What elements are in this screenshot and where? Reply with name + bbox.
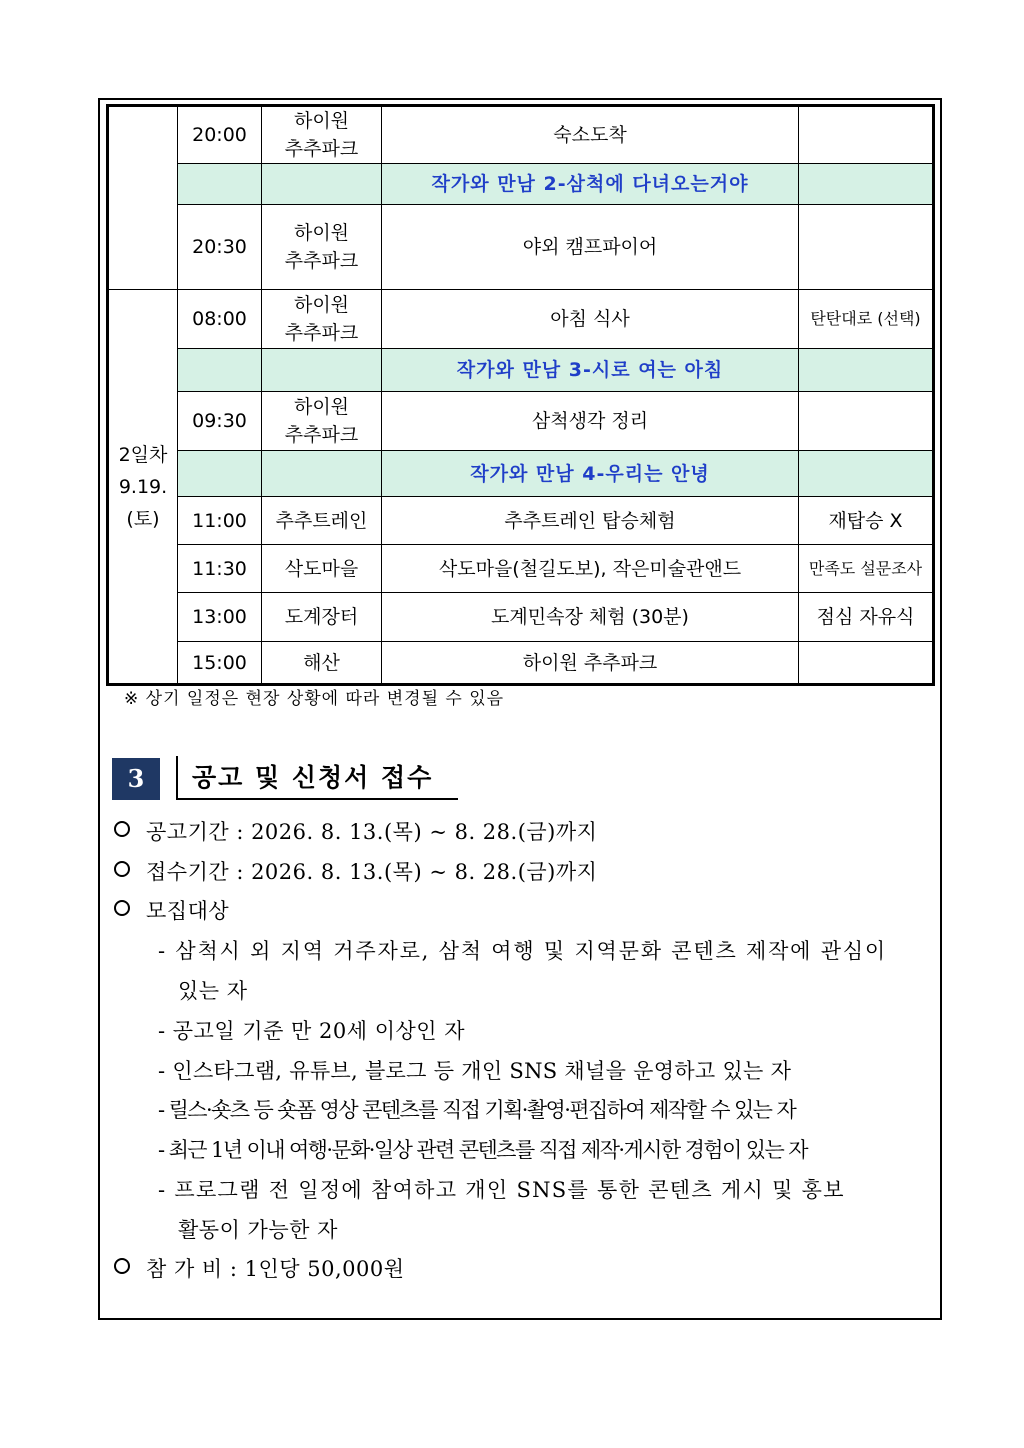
activity-cell: 도계민속장 체험 (30분) — [382, 593, 799, 642]
time-cell: 11:00 — [178, 497, 262, 545]
section-title: 공고 및 신청서 접수 — [176, 756, 458, 800]
time-cell: 13:00 — [178, 593, 262, 642]
target-line: - 릴스·숏츠 등 숏폼 영상 콘텐츠를 직접 기획·촬영·편집하여 제작할 수 있는 자 — [158, 1098, 796, 1122]
activity-cell: 하이원 추추파크 — [382, 642, 799, 685]
circle-bullet-icon — [114, 1258, 130, 1274]
remark-cell — [799, 392, 934, 451]
table-row — [108, 349, 934, 392]
activity-cell: 삭도마을(철길도보), 작은미술관앤드 — [382, 545, 799, 593]
target-line: 있는 자 — [178, 979, 248, 1003]
place-cell: 하이원 추추파크 — [262, 290, 382, 349]
fee-item: 참 가 비 : 1인당 50,000원 — [114, 1253, 405, 1283]
remark-cell: 탄탄대로 (선택) — [799, 290, 934, 349]
place-cell: 삭도마을 — [262, 545, 382, 593]
remark-cell: 점심 자유식 — [799, 593, 934, 642]
table-row — [108, 290, 934, 349]
place-cell — [262, 164, 382, 205]
remark-cell: 만족도 설문조사 — [799, 545, 934, 593]
table-row — [108, 451, 934, 497]
target-line: - 최근 1년 이내 여행·문화·일상 관련 콘텐츠를 직접 제작·게시한 경험이 있는 자 — [158, 1138, 807, 1162]
table-row — [108, 205, 934, 290]
table-row — [108, 497, 934, 545]
target-line: - 삼척시 외 지역 거주자로, 삼척 여행 및 지역문화 콘텐츠 제작에 관심이 — [158, 939, 888, 963]
meeting-title: 작가와 만남 4-우리는 안녕 — [382, 451, 799, 497]
place-cell — [262, 451, 382, 497]
activity-cell: 숙소도착 — [382, 106, 799, 164]
time-cell — [178, 164, 262, 205]
time-cell — [178, 451, 262, 497]
circle-bullet-icon — [114, 900, 130, 916]
table-row — [108, 392, 934, 451]
place-cell: 도계장터 — [262, 593, 382, 642]
activity-cell: 아침 식사 — [382, 290, 799, 349]
remark-cell — [799, 164, 934, 205]
remark-cell — [799, 106, 934, 164]
table-row — [108, 545, 934, 593]
table-row — [108, 593, 934, 642]
remark-cell — [799, 349, 934, 392]
place-cell: 추추트레인 — [262, 497, 382, 545]
place-cell: 해산 — [262, 642, 382, 685]
place-cell: 하이원 추추파크 — [262, 205, 382, 290]
time-cell — [178, 349, 262, 392]
time-cell: 08:00 — [178, 290, 262, 349]
activity-cell: 추추트레인 탑승체험 — [382, 497, 799, 545]
target-line: 활동이 가능한 자 — [178, 1218, 338, 1242]
time-cell: 09:30 — [178, 392, 262, 451]
meeting-title: 작가와 만남 3-시로 여는 아침 — [382, 349, 799, 392]
section-number: 3 — [112, 758, 160, 800]
day1-cell — [108, 106, 178, 290]
circle-bullet-icon — [114, 821, 130, 837]
remark-cell — [799, 205, 934, 290]
remark-cell: 재탑승 X — [799, 497, 934, 545]
activity-cell: 야외 캠프파이어 — [382, 205, 799, 290]
meeting-title: 작가와 만남 2-삼척에 다녀오는거야 — [382, 164, 799, 205]
schedule-table — [106, 104, 935, 686]
remark-cell — [799, 642, 934, 685]
circle-bullet-icon — [114, 861, 130, 877]
table-row — [108, 642, 934, 685]
time-cell: 15:00 — [178, 642, 262, 685]
receipt-period-item: 접수기간 : 2026. 8. 13.(목) ~ 8. 28.(금)까지 — [114, 856, 597, 886]
table-row — [108, 106, 934, 164]
place-cell: 하이원 추추파크 — [262, 392, 382, 451]
target-line: - 인스타그램, 유튜브, 블로그 등 개인 SNS 채널을 운영하고 있는 자 — [158, 1059, 792, 1083]
place-cell: 하이원 추추파크 — [262, 106, 382, 164]
target-line: - 프로그램 전 일정에 참여하고 개인 SNS를 통한 콘텐츠 게시 및 홍보 — [158, 1178, 845, 1202]
day2-cell: 2일차 9.19. (토) — [108, 290, 178, 685]
table-row — [108, 164, 934, 205]
time-cell: 20:00 — [178, 106, 262, 164]
schedule-note: ※ 상기 일정은 현장 상황에 따라 변경될 수 있음 — [124, 689, 505, 709]
target-heading-item: 모집대상 — [114, 895, 229, 925]
target-line: - 공고일 기준 만 20세 이상인 자 — [158, 1019, 466, 1043]
remark-cell — [799, 451, 934, 497]
notice-period-item: 공고기간 : 2026. 8. 13.(목) ~ 8. 28.(금)까지 — [114, 816, 597, 846]
time-cell: 20:30 — [178, 205, 262, 290]
activity-cell: 삼척생각 정리 — [382, 392, 799, 451]
time-cell: 11:30 — [178, 545, 262, 593]
place-cell — [262, 349, 382, 392]
